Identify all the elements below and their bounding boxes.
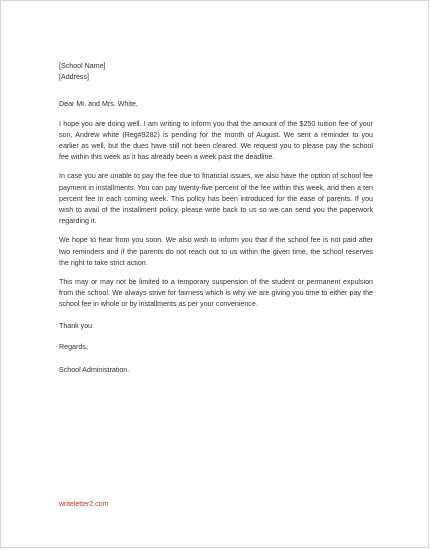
school-name-placeholder: [School Name]	[59, 62, 106, 70]
regards-line: Regards,	[59, 342, 88, 351]
address-block	[59, 61, 373, 83]
paragraph-suspension: This may or may not be limited to a temporary suspension of the student or permanent expulsion from the school. We always strive for fairness which is why we are giving you time to either pay the school fee in whole or by installments as per your convenience.	[59, 278, 373, 309]
signature-line: School Administration.	[59, 366, 130, 375]
footer-website-link[interactable]: writeletter2.com	[59, 501, 109, 508]
paragraph-installments: In case you are unable to pay the fee due to financial issues, we also have the option of school fee payment in installments. You can pay twenty-five percent of the fee within this week, and then a ten percent fee in each coming week. This policy has been introduced for the ease of parents. If you wish to avail of the installment policy, please write back to us so we can send you the paperwork regarding it.	[59, 172, 373, 226]
paragraph-fee-pending: I hope you are doing well. I am writing to inform you that the amount of the $250 tuition fee of your son, Andrew white (Reg#9282) is pending for the month of August. We sent a reminder to you earlier as well, but the dues have still not been cleared. We request you to please pay the school fee within this week as it has already been a week past the deadline.	[59, 119, 373, 162]
letter-body	[59, 61, 373, 376]
thanks-line: Thank you	[59, 321, 93, 330]
paragraph-strict-action: We hope to hear from you soon. We also wish to inform you that if the school fee is not paid after two reminders and if the parents do not reach out to us within the given time, the school reserves the right to take strict action.	[59, 236, 373, 267]
salutation: Dear Mr. and Mrs. White,	[59, 100, 138, 109]
address-placeholder: [Address]	[59, 73, 89, 82]
